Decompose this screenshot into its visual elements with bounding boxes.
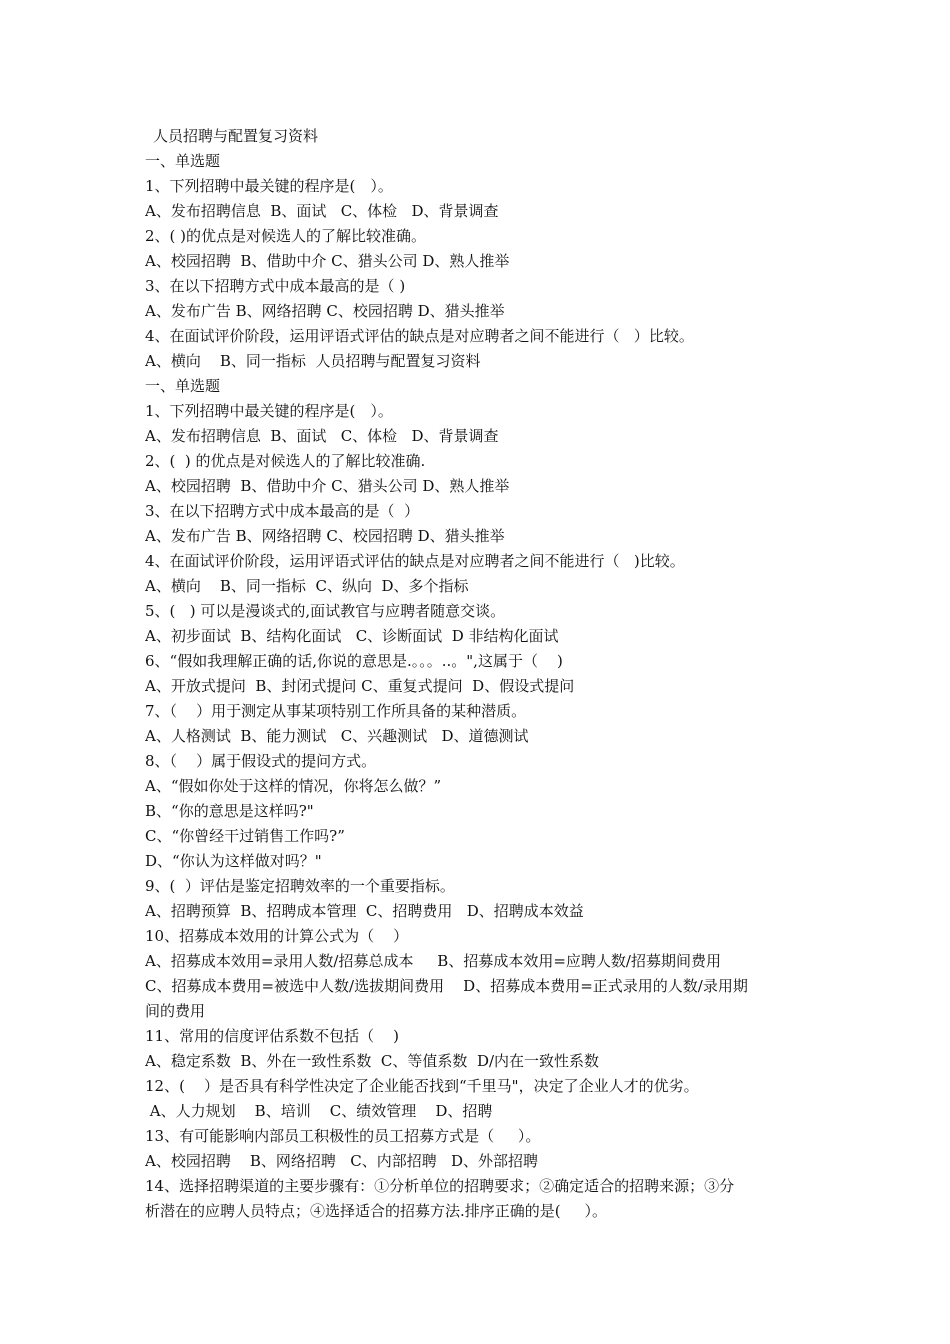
options-4-with-title: A、横向 B、同一指标 人员招聘与配置复习资料 bbox=[145, 352, 481, 370]
question-14-cont: 析潜在的应聘人员特点；④选择适合的招募方法.排序正确的是( ）。 bbox=[145, 1202, 607, 1220]
options-1: A、发布招聘信息 B、面试 C、体检 D、背景调查 bbox=[145, 202, 499, 220]
question-11: 11、常用的信度评估系数不包括（ ) bbox=[145, 1027, 400, 1045]
options-6: A、开放式提问 B、封闭式提问 C、重复式提问 D、假设式提问 bbox=[145, 677, 575, 695]
document-body bbox=[145, 124, 815, 1224]
section-heading-repeat: 一、单选题 bbox=[145, 377, 221, 395]
options-1-repeat: A、发布招聘信息 B、面试 C、体检 D、背景调查 bbox=[145, 427, 499, 445]
options-9: A、招聘预算 B、招聘成本管理 C、招聘费用 D、招聘成本效益 bbox=[145, 902, 584, 920]
options-10-cd-cont: 间的费用 bbox=[145, 1002, 206, 1020]
question-14: 14、选择招聘渠道的主要步骤有：①分析单位的招聘要求；②确定适合的招聘来源；③分 bbox=[145, 1177, 735, 1195]
question-6: 6、“假如我理解正确的话,你说的意思是.。。。..。",这属于（ ) bbox=[145, 652, 563, 670]
question-13: 13、有可能影响内部员工积极性的员工招募方式是（ ）。 bbox=[145, 1127, 541, 1145]
options-5: A、初步面试 B、结构化面试 C、诊断面试 D 非结构化面试 bbox=[145, 627, 559, 645]
question-5: 5、( ) 可以是漫谈式的,面试教官与应聘者随意交谈。 bbox=[145, 602, 506, 620]
options-10-cd: C、招募成本费用=被选中人数/选拔期间费用 D、招募成本费用=正式录用的人数/录用期 bbox=[145, 977, 748, 995]
options-2-repeat: A、校园招聘 B、借助中介 C、猎头公司 D、熟人推举 bbox=[145, 477, 510, 495]
section-heading: 一、单选题 bbox=[145, 152, 221, 170]
option-8b: B、“你的意思是这样吗?" bbox=[145, 802, 314, 820]
question-1-repeat: 1、下列招聘中最关键的程序是( ）。 bbox=[145, 402, 393, 420]
question-2-repeat: 2、( ) 的优点是对候选人的了解比较准确. bbox=[145, 452, 426, 470]
document-title: 人员招聘与配置复习资料 bbox=[153, 127, 319, 145]
question-8: 8、（ ）属于假设式的提问方式。 bbox=[145, 752, 377, 770]
question-4-repeat: 4、在面试评价阶段，运用评语式评估的缺点是对应聘者之间不能进行（ )比较。 bbox=[145, 552, 685, 570]
options-12: A、人力规划 B、培训 C、绩效管理 D、招聘 bbox=[145, 1102, 493, 1120]
question-7: 7、（ ）用于测定从事某项特别工作所具备的某种潜质。 bbox=[145, 702, 527, 720]
question-3: 3、在以下招聘方式中成本最高的是（ ) bbox=[145, 277, 406, 295]
options-7: A、人格测试 B、能力测试 C、兴趣测试 D、道德测试 bbox=[145, 727, 529, 745]
options-4-repeat: A、横向 B、同一指标 C、纵向 D、多个指标 bbox=[145, 577, 469, 595]
options-3-repeat: A、发布广告 B、网络招聘 C、校园招聘 D、猎头推举 bbox=[145, 527, 505, 545]
options-11: A、稳定系数 B、外在一致性系数 C、等值系数 D/内在一致性系数 bbox=[145, 1052, 600, 1070]
question-9: 9、( ）评估是鉴定招聘效率的一个重要指标。 bbox=[145, 877, 455, 895]
options-3: A、发布广告 B、网络招聘 C、校园招聘 D、猎头推举 bbox=[145, 302, 505, 320]
options-13: A、校园招聘 B、网络招聘 C、内部招聘 D、外部招聘 bbox=[145, 1152, 539, 1170]
question-4: 4、在面试评价阶段，运用评语式评估的缺点是对应聘者之间不能进行（ ）比较。 bbox=[145, 327, 694, 345]
question-10: 10、招募成本效用的计算公式为（ ） bbox=[145, 927, 409, 945]
option-8a: A、“假如你处于这样的情况，你将怎么做？” bbox=[145, 777, 442, 795]
question-1: 1、下列招聘中最关键的程序是( ）。 bbox=[145, 177, 393, 195]
question-12: 12、( ）是否具有科学性决定了企业能否找到“千里马"，决定了企业人才的优劣。 bbox=[145, 1077, 699, 1095]
options-2: A、校园招聘 B、借助中介 C、猎头公司 D、熟人推举 bbox=[145, 252, 510, 270]
option-8d: D、“你认为这样做对吗？" bbox=[145, 852, 322, 870]
option-8c: C、“你曾经干过销售工作吗?” bbox=[145, 827, 345, 845]
options-10-ab: A、招募成本效用=录用人数/招募总成本 B、招募成本效用=应聘人数/招募期间费用 bbox=[145, 952, 721, 970]
question-2: 2、( )的优点是对候选人的了解比较准确。 bbox=[145, 227, 427, 245]
question-3-repeat: 3、在以下招聘方式中成本最高的是（ ） bbox=[145, 502, 420, 520]
